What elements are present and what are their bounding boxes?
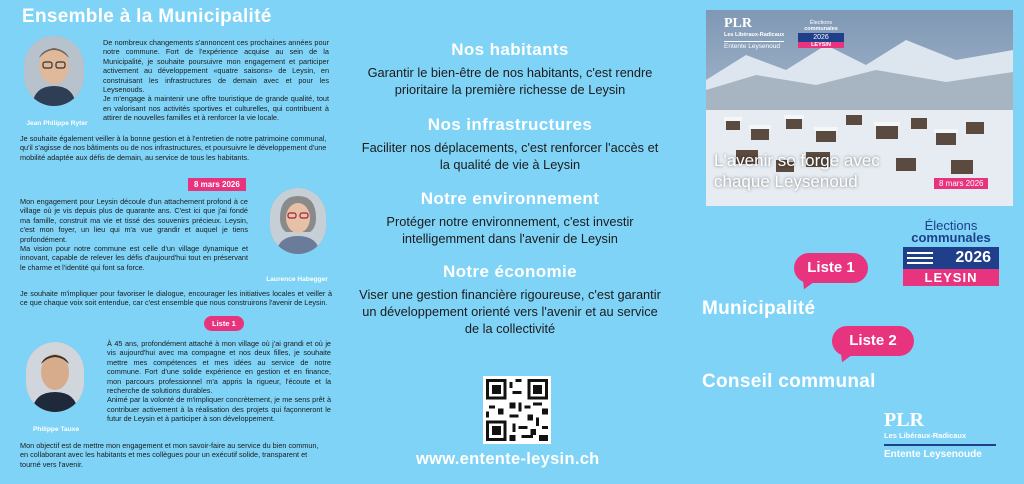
elections-year: 2026 <box>955 249 991 266</box>
bio-jean-philippe-2: Je souhaite également veiller à la bonne gestion et à l'entretien de notre patrimoine communal, qu'il s'agisse de nos bâtiments ou de nos infrastructures, et poursuivre le développement d'une mobilité adaptée aux défis de demain, au service de tous les habitants. <box>20 134 327 162</box>
elections-line2: communales <box>911 230 991 245</box>
plr-logo-entente: Entente Leysenoude <box>884 449 982 460</box>
section-heading: Ensemble à la Municipalité <box>22 6 272 27</box>
plr-logo-sub: Les Libéraux-Radicaux <box>884 431 967 440</box>
section-economie <box>346 262 674 337</box>
elections-year-bar <box>903 247 999 269</box>
name-philippe: Philippe Tauxe <box>32 426 80 433</box>
village-photo <box>706 10 1013 206</box>
plr-logo-text: PLR <box>884 409 924 431</box>
name-jean-philippe: Jean Philippe Ryter <box>26 120 88 127</box>
elections-line1: Élections <box>924 218 978 233</box>
portrait-jean-philippe <box>24 36 84 106</box>
photo-entente: Entente Leysenoud <box>724 41 784 50</box>
section-text: Viser une gestion financière rigoureuse, c'est garantir un développement orienté vers l'avenir et au service de la collectivité <box>359 287 661 336</box>
portrait-laurence <box>270 188 326 254</box>
photo-date-badge: 8 mars 2026 <box>934 178 988 189</box>
bio-philippe: À 45 ans, profondément attaché à mon village où j'ai grandi et où je vis aujourd'hui avec ma compagne et nos deux filles, je souhaite mettre mes compétences et mes idées au service de notre commune. Fort d'une solide expérience en gestion et en finance, mon parcours professionnel m'a appris la rigueur, l'écoute et la recherche de solutions durables. Animé par la volonté de m'impliquer concrètement, je me sens prêt à contribuer activement à la réalisation des projets qui façonneront le futur de Leysin et à participer à son développement. <box>107 339 331 424</box>
photo-plr-logo <box>724 16 784 50</box>
website-link[interactable]: www.entente-leysin.ch <box>416 450 600 468</box>
photo-elections-mini: Élections communales 2026 LEYSIN <box>798 20 844 48</box>
section-text: Garantir le bien-être de nos habitants, c'est rendre prioritaire la première richesse de Leysin <box>367 65 653 97</box>
plr-logo-rule <box>884 444 996 446</box>
section-habitants <box>346 40 674 98</box>
section-text: Faciliter nos déplacements, c'est renforcer l'accès et la qualité de vie à Leysin <box>361 140 659 172</box>
section-title: Notre environnement <box>420 189 600 208</box>
photo-slogan: L'avenir se forge avec chaque Leysenoud <box>714 151 880 191</box>
liste1-badge: Liste 1 <box>794 253 868 283</box>
photo-plr-sub: Les Libéraux-Radicaux <box>724 32 785 38</box>
conseil-heading: Conseil communal <box>702 371 876 392</box>
date-badge: 8 mars 2026 <box>188 178 246 191</box>
bio-jean-philippe-1: De nombreux changements s'annoncent ces prochaines années pour notre commune. Fort de l'expérience acquise au sein de la Municipalité, je souhaite poursuivre mon engagement et participer activement au développement «quatre saisons» de Leysin, en construisant les infrastructures de demain avec et pour les Leysenouds. Je m'engage à maintenir une offre touristique de grande qualité, tout en valorisant nos activités sportives et culturelles, qui contribuent à attirer de nouvelles familles et à renforcer la vie locale. <box>103 38 329 123</box>
plr-logo <box>884 410 1008 460</box>
qr-code-icon[interactable] <box>483 376 551 444</box>
name-laurence: Laurence Habegger <box>266 276 328 283</box>
section-title: Nos infrastructures <box>427 115 593 134</box>
bio-laurence-3: Je souhaite m'impliquer pour favoriser le dialogue, encourager les initiatives locales et veiller à ce que chaque voix soit entendue, car c'est ensemble que nous construirons l'avenir de Leysin. <box>20 289 332 308</box>
section-title: Nos habitants <box>451 40 569 59</box>
portrait-philippe <box>26 342 84 412</box>
elections-logo <box>903 218 999 286</box>
bio-laurence: Mon engagement pour Leysin découle d'un attachement profond à ce village où je vis depuis plus de quarante ans. C'est ici que j'ai fondé ma famille, construit ma vie et tissé des souvenirs précieux. Leysin, c'est mon foyer, un lieu qui m'a vue grandir et auquel je tiens profondément. Ma vision pour notre commune est celle d'un village dynamique et innovant, capable de relever les défis d'aujourd'hui tout en préservant le charme et l'identité qui font sa force. <box>20 197 248 272</box>
section-infrastructures <box>346 115 674 173</box>
section-text: Protéger notre environnement, c'est investir intelligemment dans l'avenir de Leysin <box>386 214 634 246</box>
municipalite-heading: Municipalité <box>702 298 816 319</box>
section-environnement <box>346 189 674 247</box>
liste2-badge: Liste 2 <box>832 326 914 356</box>
liste1-small-badge: Liste 1 <box>204 316 244 331</box>
photo-plr-text: PLR <box>724 16 752 31</box>
elections-place: LEYSIN <box>903 269 999 286</box>
section-title: Notre économie <box>442 262 578 281</box>
stripe-decoration <box>907 252 933 254</box>
bio-philippe-2: Mon objectif est de mettre mon engagement et mon savoir-faire au service du bien commun, en collaborant avec les habitants et mes collègues pour un exécutif solide, transparent et tourné vers l'avenir. <box>20 441 319 469</box>
